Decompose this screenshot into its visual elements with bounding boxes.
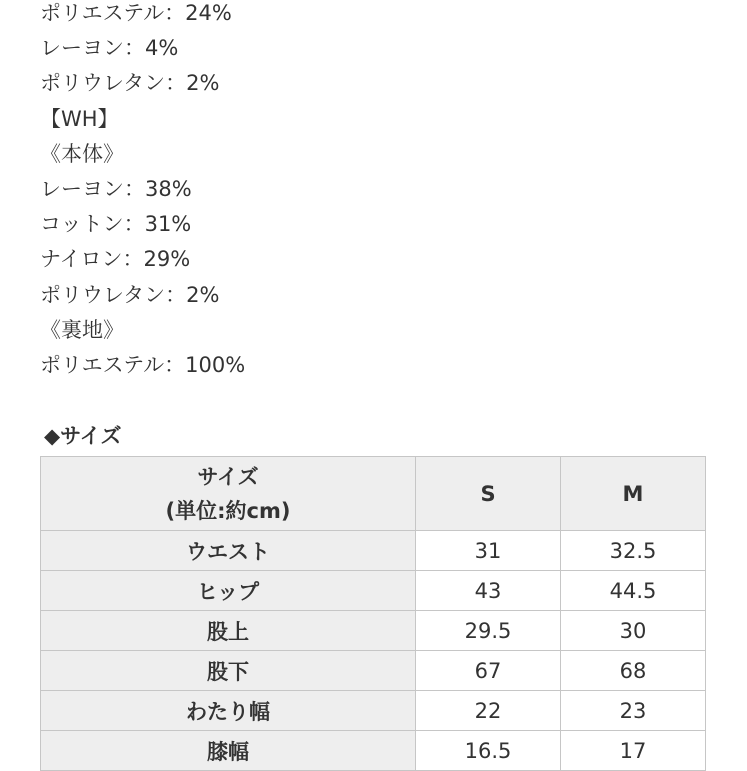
size-header-unit: (単位:約cm) xyxy=(165,498,291,523)
material-line: レーヨン：38% xyxy=(40,176,192,201)
table-row xyxy=(41,611,706,651)
table-cell: 30 xyxy=(561,611,706,651)
table-cell: 31 xyxy=(416,531,561,571)
size-table-header-row xyxy=(41,457,706,531)
size-header-label: サイズ xyxy=(197,464,259,489)
table-cell: 17 xyxy=(561,731,706,771)
table-cell: 23 xyxy=(561,691,706,731)
material-line: レーヨン：4% xyxy=(40,36,179,61)
material-line: ナイロン：29% xyxy=(40,247,191,272)
material-line: コットン：31% xyxy=(40,212,192,237)
table-cell: 68 xyxy=(561,651,706,691)
table-cell: 32.5 xyxy=(561,531,706,571)
material-line: ポリウレタン：2% xyxy=(40,71,220,96)
material-line: ポリエステル：100% xyxy=(40,352,246,377)
size-header-m: M xyxy=(561,457,706,531)
table-cell: 16.5 xyxy=(416,731,561,771)
table-cell: 22 xyxy=(416,691,561,731)
table-row xyxy=(41,531,706,571)
table-cell: 44.5 xyxy=(561,571,706,611)
body-part-heading: 《本体》 xyxy=(40,141,124,166)
row-label-knee: 膝幅 xyxy=(41,731,416,771)
material-line: ポリウレタン：2% xyxy=(40,282,220,307)
size-section-title: ◆サイズ xyxy=(44,424,122,448)
row-label-rise: 股上 xyxy=(41,611,416,651)
row-label-inseam: 股下 xyxy=(41,651,416,691)
table-cell: 29.5 xyxy=(416,611,561,651)
material-line: ポリエステル：24% xyxy=(40,1,232,25)
row-label-thigh: わたり幅 xyxy=(41,691,416,731)
table-row xyxy=(41,731,706,771)
table-row xyxy=(41,571,706,611)
table-cell: 67 xyxy=(416,651,561,691)
material-composition-list xyxy=(40,0,245,383)
table-cell: 43 xyxy=(416,571,561,611)
row-label-waist: ウエスト xyxy=(41,531,416,571)
table-row xyxy=(41,651,706,691)
size-header-s: S xyxy=(416,457,561,531)
color-heading: 【WH】 xyxy=(40,106,119,131)
lining-heading: 《裏地》 xyxy=(40,317,124,342)
size-header-label-cell xyxy=(41,457,416,531)
table-row xyxy=(41,691,706,731)
row-label-hip: ヒップ xyxy=(41,571,416,611)
size-table xyxy=(40,456,706,771)
